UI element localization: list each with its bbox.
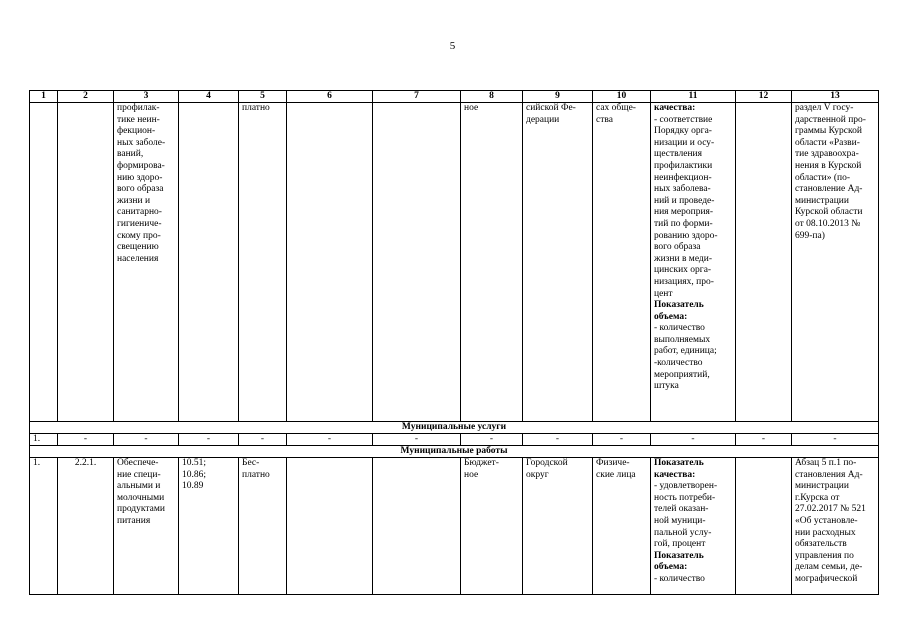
col-header-11: 11 — [651, 91, 736, 103]
cell-dash: - — [736, 434, 792, 446]
page-number: 5 — [449, 40, 456, 52]
cell — [30, 103, 58, 422]
table-row — [30, 103, 879, 422]
indicator-text: - соответствие Порядку орга- низации и осу- ществления профилактики неинфекцион- ных заболева- ний и проведе- ния мероприя- тий по форми- рованию здоро- вого образа жизни в меди- цинских орга- низациях, про- цент — [654, 114, 718, 299]
cell — [736, 458, 792, 595]
indicator-heading: качества: — [654, 103, 696, 113]
cell — [373, 458, 461, 595]
cell-number: 1. — [30, 434, 58, 446]
section-header-services — [30, 422, 879, 434]
indicator-text: - количество — [654, 573, 705, 584]
col-header-9: 9 — [523, 91, 593, 103]
cell — [58, 103, 114, 422]
table-row — [30, 458, 879, 595]
cell-type: ное — [461, 103, 523, 422]
cell-payment: Бес- платно — [239, 458, 287, 595]
cell-legal-basis: раздел V госу- дарственной про- граммы Курской области «Разви- тие здравоохра- нения в Курской области» (по- становление Ад- министрации Курской области от 08.10.2013 № 699-па) — [792, 103, 879, 422]
cell-payment: платно — [239, 103, 287, 422]
col-header-2: 2 — [58, 91, 114, 103]
column-number-row — [30, 91, 879, 103]
cell — [179, 103, 239, 422]
col-header-8: 8 — [461, 91, 523, 103]
indicator-heading: Показатель качества: — [654, 458, 704, 480]
cell-number: 1. — [30, 458, 58, 595]
cell-consumers: сах обще- ства — [593, 103, 651, 422]
cell-dash: - — [287, 434, 373, 446]
col-header-6: 6 — [287, 91, 373, 103]
cell-dash: - — [792, 434, 879, 446]
table-row — [30, 434, 879, 446]
cell-dash: - — [461, 434, 523, 446]
indicator-text: - удовлетворен- ность потреби- телей оказан- ной муници- пальной услу- гой, процент — [654, 481, 718, 550]
section-title: Муниципальные услуги — [30, 422, 879, 434]
cell — [373, 103, 461, 422]
indicator-heading: Показатель объема: — [654, 300, 704, 322]
cell-type: Бюджет- ное — [461, 458, 523, 595]
cell-code: 2.2.1. — [58, 458, 114, 595]
cell-dash: - — [114, 434, 179, 446]
services-table — [29, 90, 879, 595]
cell-indicators — [651, 458, 736, 595]
cell-name: Обеспече- ние специ- альными и молочными продуктами питания — [114, 458, 179, 595]
col-header-1: 1 — [30, 91, 58, 103]
cell-dash: - — [651, 434, 736, 446]
col-header-3: 3 — [114, 91, 179, 103]
section-header-works — [30, 446, 879, 458]
indicator-heading: Показатель объема: — [654, 550, 704, 573]
cell-indicators — [651, 103, 736, 422]
cell-dash: - — [179, 434, 239, 446]
col-header-5: 5 — [239, 91, 287, 103]
cell-dash: - — [523, 434, 593, 446]
cell-territory: сийской Фе- дерации — [523, 103, 593, 422]
col-header-4: 4 — [179, 91, 239, 103]
cell-legal-basis: Абзац 5 п.1 по- становления Ад- министрации г.Курска от 27.02.2017 № 521 «Об установле- нии расходных обязательств управления по делам семьи, де- мографической — [792, 458, 879, 595]
cell-dash: - — [593, 434, 651, 446]
cell — [287, 103, 373, 422]
cell-territory: Городской округ — [523, 458, 593, 595]
indicator-text: - количество выполняемых работ, единица; -количество мероприятий, штука — [654, 323, 717, 392]
col-header-13: 13 — [792, 91, 879, 103]
section-title: Муниципальные работы — [30, 446, 879, 458]
col-header-10: 10 — [593, 91, 651, 103]
cell-consumers: Физиче- ские лица — [593, 458, 651, 595]
cell — [287, 458, 373, 595]
cell — [736, 103, 792, 422]
col-header-7: 7 — [373, 91, 461, 103]
cell-dash: - — [373, 434, 461, 446]
cell-okved: 10.51; 10.86; 10.89 — [179, 458, 239, 595]
cell-name: профилак- тике неин- фекцион- ных заболе- ваний, формирова- нию здоро- вого образа жизни и санитарно- гигиениче- скому про- свещению населения — [114, 103, 179, 422]
cell-dash: - — [239, 434, 287, 446]
col-header-12: 12 — [736, 91, 792, 103]
cell-dash: - — [58, 434, 114, 446]
